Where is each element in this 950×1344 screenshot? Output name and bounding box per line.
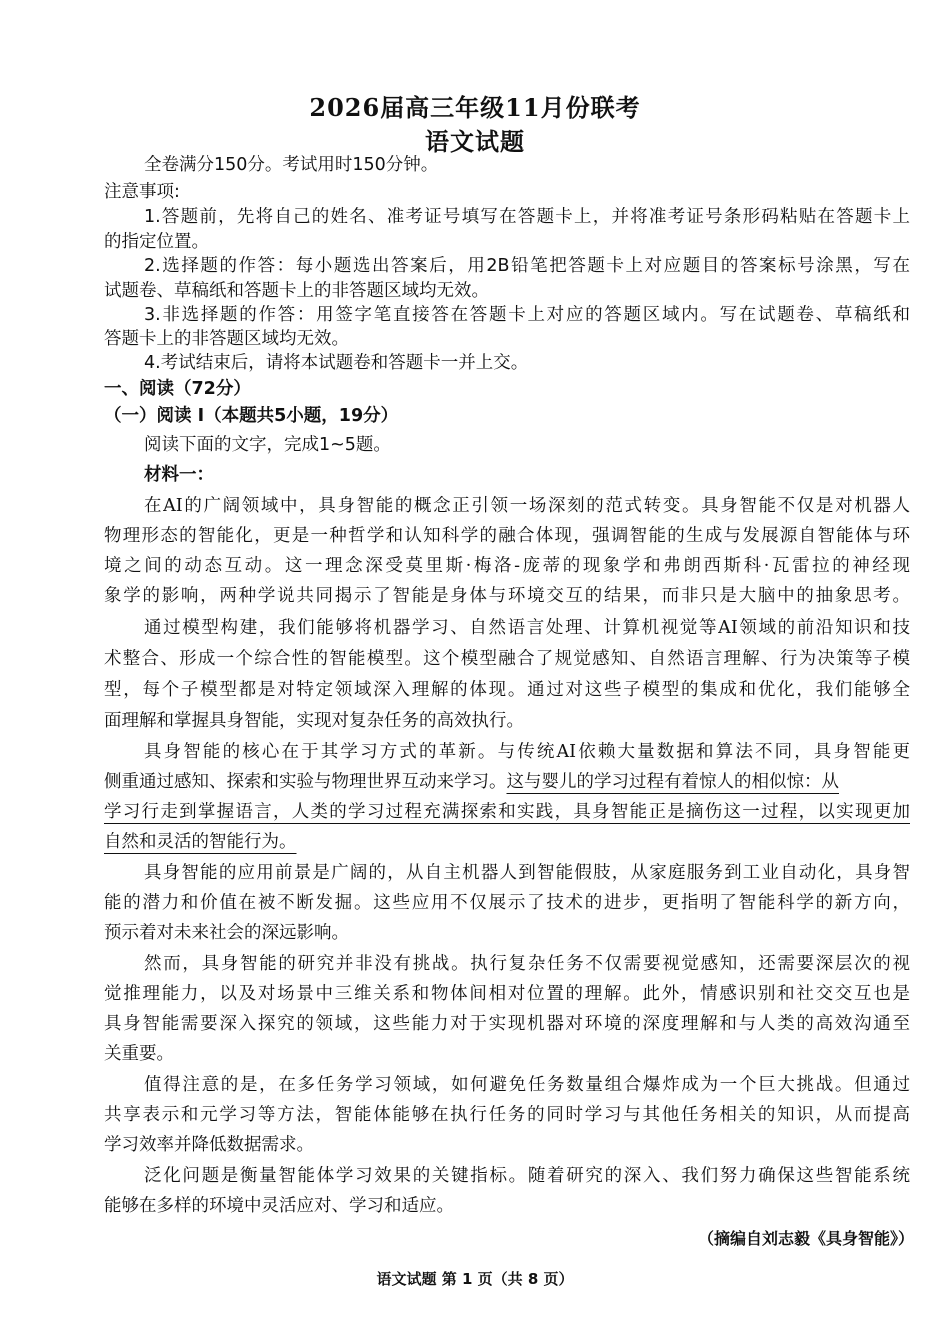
body-line: 通过模型构建，我们能够将机器学习、自然语言处理、计算机视觉等AI领域的前沿知识和技 [144,618,910,638]
body-line: 关重要。 [104,1044,174,1064]
body-line: 学习效率并降低数据需求。 [104,1135,314,1155]
body-line: 泛化问题是衡量智能体学习效果的关键指标。随着研究的深入、我们努力确保这些智能系统 [144,1166,910,1186]
body-line: 型，每个子模型都是对特定领域深入理解的体现。通过对这些子模型的集成和优化，我们能够全 [104,680,910,700]
notice-line: 的指定位置。 [104,232,209,252]
body-segment: 侧重通过感知、探索和实验与物理世界互动来学习。 [104,772,507,792]
source-citation: （摘编自刘志毅《具身智能》） [697,1229,914,1248]
body-line: 术整合、形成一个综合性的智能模型。这个模型融合了规觉感知、自然语言理解、行为决策等子模 [104,649,910,669]
exam-title: 2026届高三年级11月份联考 [309,93,641,122]
notice-line: 3.非选择题的作答：用签字笔直接答在答题卡上对应的答题区域内。写在试题卷、草稿纸和 [144,305,910,325]
body-line: 值得注意的是，在多任务学习领域，如何避免任务数量组合爆炸成为一个巨大挑战。但通过 [144,1075,910,1095]
body-line: 具身智能的核心在于其学习方式的革新。与传统AI依赖大量数据和算法不同，具身智能更 [144,742,910,762]
score-time-line: 全卷满分150分。考试用时150分钟。 [144,155,439,175]
underlined-sentence: 这与婴儿的学习过程有着惊人的相似惊：从 [506,772,839,792]
body-line: 觉推理能力，以及对场景中三维关系和物体间相对位置的理解。此外，情感识别和社交交互也是 [104,984,910,1004]
instruction: 阅读下面的文字，完成1~5题。 [144,435,391,455]
body-line: 能的潜力和价值在被不断发掘。这些应用不仅展示了技术的进步，更指明了智能科学的新方向， [104,893,910,913]
page-footer: 语文试题 第 1 页（共 8 页） [376,1270,574,1288]
notice-heading: 注意事项: [104,182,180,202]
notice-line: 2.选择题的作答：每小题选出答案后，用2B铅笔把答题卡上对应题目的答案标号涂黑，写在 [144,256,910,276]
body-line: 预示着对未来社会的深远影响。 [104,923,349,943]
body-line: 在AI的广阔领域中，具身智能的概念正引领一场深刻的范式转变。具身智能不仅是对机器人 [144,496,910,516]
body-line: 物理形态的智能化，更是一种哲学和认知科学的融合体现，强调智能的生成与发展源自智能体与环 [104,526,910,546]
material-label: 材料一： [144,465,214,485]
body-line [104,771,910,793]
subject-title: 语文试题 [425,127,525,156]
underlined-sentence: 学习行走到掌握语言，人类的学习过程充满探索和实践，具身智能正是摘伤这一过程，以实现更加 [104,802,910,822]
notice-line: 试题卷、草稿纸和答题卡上的非答题区域均无效。 [104,281,489,301]
body-line: 境之间的动态互动。这一理念深受莫里斯·梅洛-庞蒂的现象学和弗朗西斯科·瓦雷拉的神经现 [104,556,910,576]
notice-line: 4.考试结束后，请将本试题卷和答题卡一并上交。 [144,353,529,373]
body-line: 能够在多样的环境中灵活应对、学习和适应。 [104,1196,454,1216]
body-line: 共享表示和元学习等方法，智能体能够在执行任务的同时学习与其他任务相关的知识，从而提高 [104,1105,910,1125]
body-line: 具身智能需要深入探究的领域，这些能力对于实现机器对环境的深度理解和与人类的高效沟通至 [104,1014,910,1034]
body-line: 象学的影响，两种学说共同揭示了智能是身体与环境交互的结果，而非只是大脑中的抽象思考。 [104,586,910,606]
notice-line: 答题卡上的非答题区域均无效。 [104,329,349,349]
underlined-sentence: 自然和灵活的智能行为。 [104,832,297,852]
notice-line: 1.答题前，先将自己的姓名、准考证号填写在答题卡上，并将准考证号条形码粘贴在答题卡上 [144,207,910,227]
body-line [104,831,910,853]
body-line: 具身智能的应用前景是广阔的，从自主机器人到智能假肢，从家庭服务到工业自动化，具身智 [144,863,910,883]
section-heading: 一、阅读（72分） [104,379,251,399]
section-subheading: （一）阅读 I（本题共5小题，19分） [104,406,399,426]
body-line: 面理解和掌握具身智能，实现对复杂任务的高效执行。 [104,711,524,731]
body-line: 然而，具身智能的研究并非没有挑战。执行复杂任务不仅需要视觉感知，还需要深层次的视 [144,954,910,974]
